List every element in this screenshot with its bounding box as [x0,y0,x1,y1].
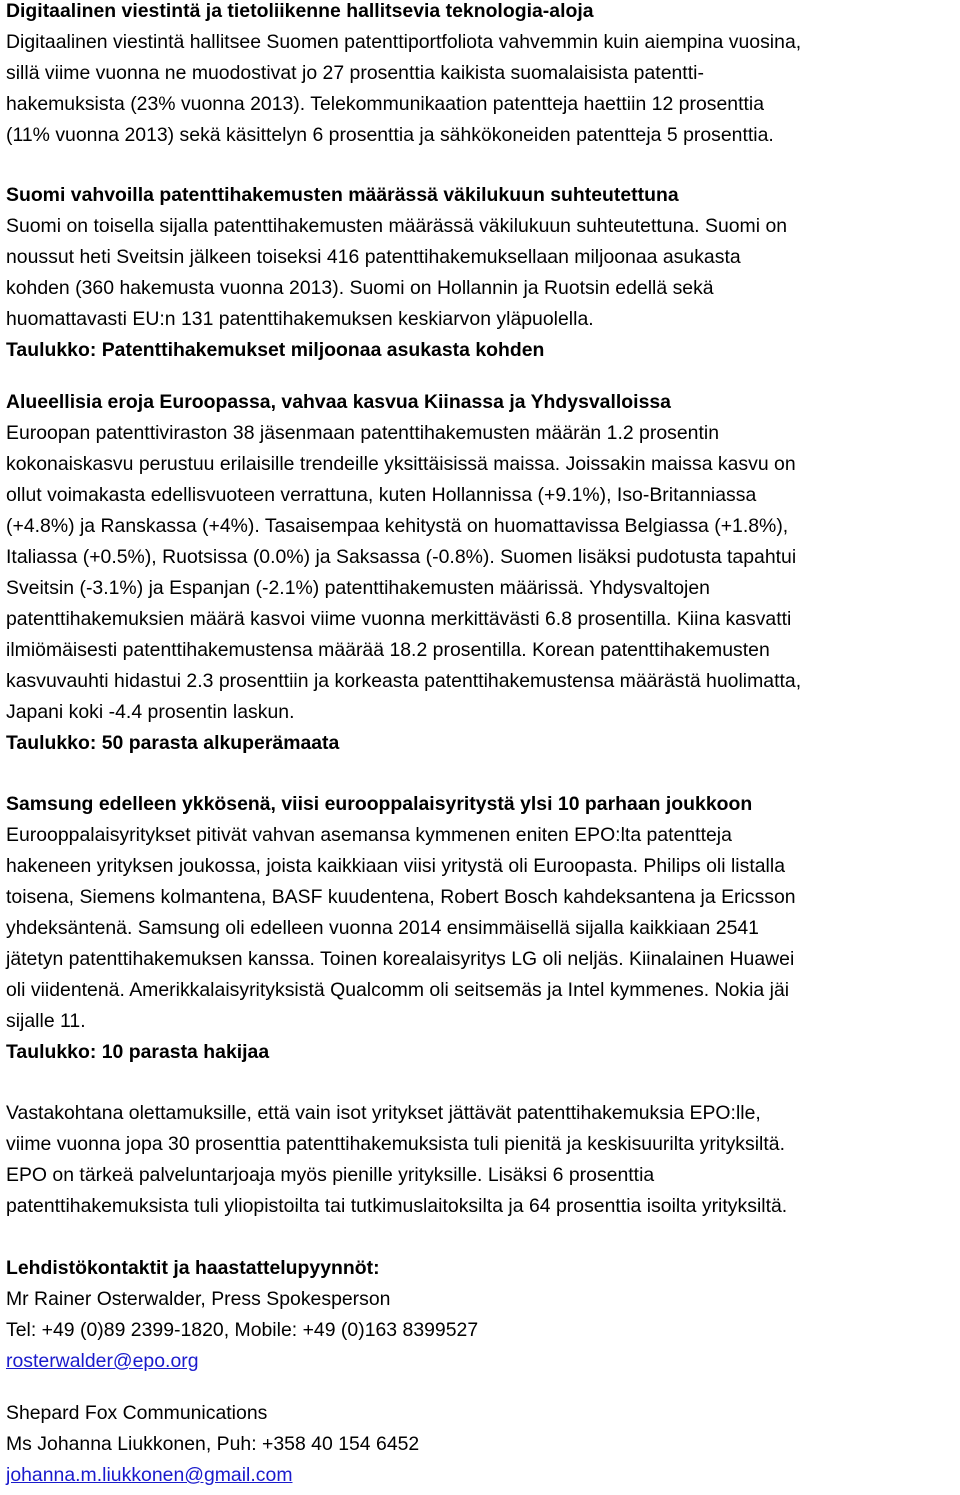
paragraph-line: Digitaalinen viestintä hallitsee Suomen patenttiportfoliota vahvemmin kuin aiempina vuosina, [6,31,802,53]
contacts-heading: Lehdistökontaktit ja haastattelupyynnöt: [6,1257,380,1279]
table-label-top-50-countries: Taulukko: 50 parasta alkuperämaata [6,732,340,754]
paragraph-line: yhdeksäntenä. Samsung oli edelleen vuonna 2014 ensimmäisellä sijalla kaikkiaan 2541 [6,917,759,939]
paragraph-line: hakemuksista (23% vuonna 2013). Telekommunikaation patentteja haettiin 12 prosenttia [6,93,765,115]
paragraph-line: Euroopan patenttiviraston 38 jäsenmaan patenttihakemusten määrän 1.2 prosentin [6,422,720,444]
paragraph-line: oli viidentenä. Amerikkalaisyrityksistä Qualcomm oli seitsemäs ja Intel kymmenes. Nokia jäi [6,979,790,1001]
section-heading-finland: Suomi vahvoilla patenttihakemusten määrässä väkilukuun suhteutettuna [6,184,679,206]
paragraph-line: Japani koki -4.4 prosentin laskun. [6,701,295,723]
paragraph-line: jätetyn patenttihakemuksen kanssa. Toinen korealaisyritys LG oli neljäs. Kiinalainen Huawei [6,948,795,970]
table-label-per-million: Taulukko: Patenttihakemukset miljoonaa asukasta kohden [6,339,545,361]
section-heading-samsung: Samsung edelleen ykkösenä, viisi eurooppalaisyritystä ylsi 10 parhaan joukkoon [6,793,753,815]
agency-email-link[interactable]: johanna.m.liukkonen@gmail.com [6,1464,293,1486]
paragraph-line: kokonaiskasvu perustuu erilaisille trendeille yksittäisissä maissa. Joissakin maissa kasvu on [6,453,796,475]
paragraph-line: hakeneen yrityksen joukossa, joista kaikkiaan viisi yritystä oli Euroopasta. Philips oli listalla [6,855,786,877]
paragraph-line: Eurooppalaisyritykset pitivät vahvan asemansa kymmenen eniten EPO:lta patentteja [6,824,732,846]
paragraph-line: patenttihakemuksien määrä kasvoi viime vuonna merkittävästi 6.8 prosentilla. Kiina kasvatti [6,608,792,630]
table-label-top-10-applicants: Taulukko: 10 parasta hakijaa [6,1041,270,1063]
paragraph-line: sillä viime vuonna ne muodostivat jo 27 prosenttia kaikista suomalaisista patentti- [6,62,704,84]
paragraph-line: toisena, Siemens kolmantena, BASF kuudentena, Robert Bosch kahdeksantena ja Ericsson [6,886,796,908]
paragraph-line: kohden (360 hakemusta vuonna 2013). Suomi on Hollannin ja Ruotsin edellä sekä [6,277,714,299]
epo-email-link[interactable]: rosterwalder@epo.org [6,1350,199,1372]
section-heading-regional: Alueellisia eroja Euroopassa, vahvaa kasvua Kiinassa ja Yhdysvalloissa [6,391,671,413]
paragraph-line: noussut heti Sveitsin jälkeen toiseksi 416 patenttihakemuksellaan miljoonaa asukasta [6,246,741,268]
paragraph-line: sijalle 11. [6,1010,86,1032]
paragraph-line: Italiassa (+0.5%), Ruotsissa (0.0%) ja Saksassa (-0.8%). Suomen lisäksi pudotusta tapahtui [6,546,797,568]
epo-contact-name: Mr Rainer Osterwalder, Press Spokesperson [6,1288,391,1310]
section-heading-digital: Digitaalinen viestintä ja tietoliikenne hallitsevia teknologia-aloja [6,0,594,22]
paragraph-line: viime vuonna jopa 30 prosenttia patenttihakemuksista tuli pienitä ja keskisuurilta yrityksiltä. [6,1133,785,1155]
paragraph-line: Suomi on toisella sijalla patenttihakemusten määrässä väkilukuun suhteutettuna. Suomi on [6,215,788,237]
paragraph-line: (11% vuonna 2013) sekä käsittelyn 6 prosenttia ja sähkökoneiden patentteja 5 prosenttia. [6,124,774,146]
paragraph-line: EPO on tärkeä palveluntarjoaja myös pienille yrityksille. Lisäksi 6 prosenttia [6,1164,655,1186]
paragraph-line: Vastakohtana olettamuksille, että vain isot yritykset jättävät patenttihakemuksia EPO:lle, [6,1102,761,1124]
paragraph-line: (+4.8%) ja Ranskassa (+4%). Tasaisempaa kehitystä on huomattavissa Belgiassa (+1.8%), [6,515,789,537]
agency-contact: Ms Johanna Liukkonen, Puh: +358 40 154 6452 [6,1433,420,1455]
paragraph-line: patenttihakemuksista tuli yliopistoilta tai tutkimuslaitoksilta ja 64 prosenttia isoilta yrityksiltä. [6,1195,788,1217]
paragraph-line: Sveitsin (-3.1%) ja Espanjan (-2.1%) patenttihakemusten määrissä. Yhdysvaltojen [6,577,710,599]
paragraph-line: ilmiömäisesti patenttihakemustensa määrää 18.2 prosentilla. Korean patenttihakemusten [6,639,770,661]
agency-name: Shepard Fox Communications [6,1402,268,1424]
paragraph-line: kasvuvauhti hidastui 2.3 prosenttiin ja korkeasta patenttihakemustensa määrästä huolimatta, [6,670,802,692]
paragraph-line: huomattavasti EU:n 131 patenttihakemuksen keskiarvon yläpuolella. [6,308,594,330]
paragraph-line: ollut voimakasta edellisvuoteen verrattuna, kuten Hollannissa (+9.1%), Iso-Britanniassa [6,484,757,506]
epo-contact-phone: Tel: +49 (0)89 2399-1820, Mobile: +49 (0)163 8399527 [6,1319,479,1341]
